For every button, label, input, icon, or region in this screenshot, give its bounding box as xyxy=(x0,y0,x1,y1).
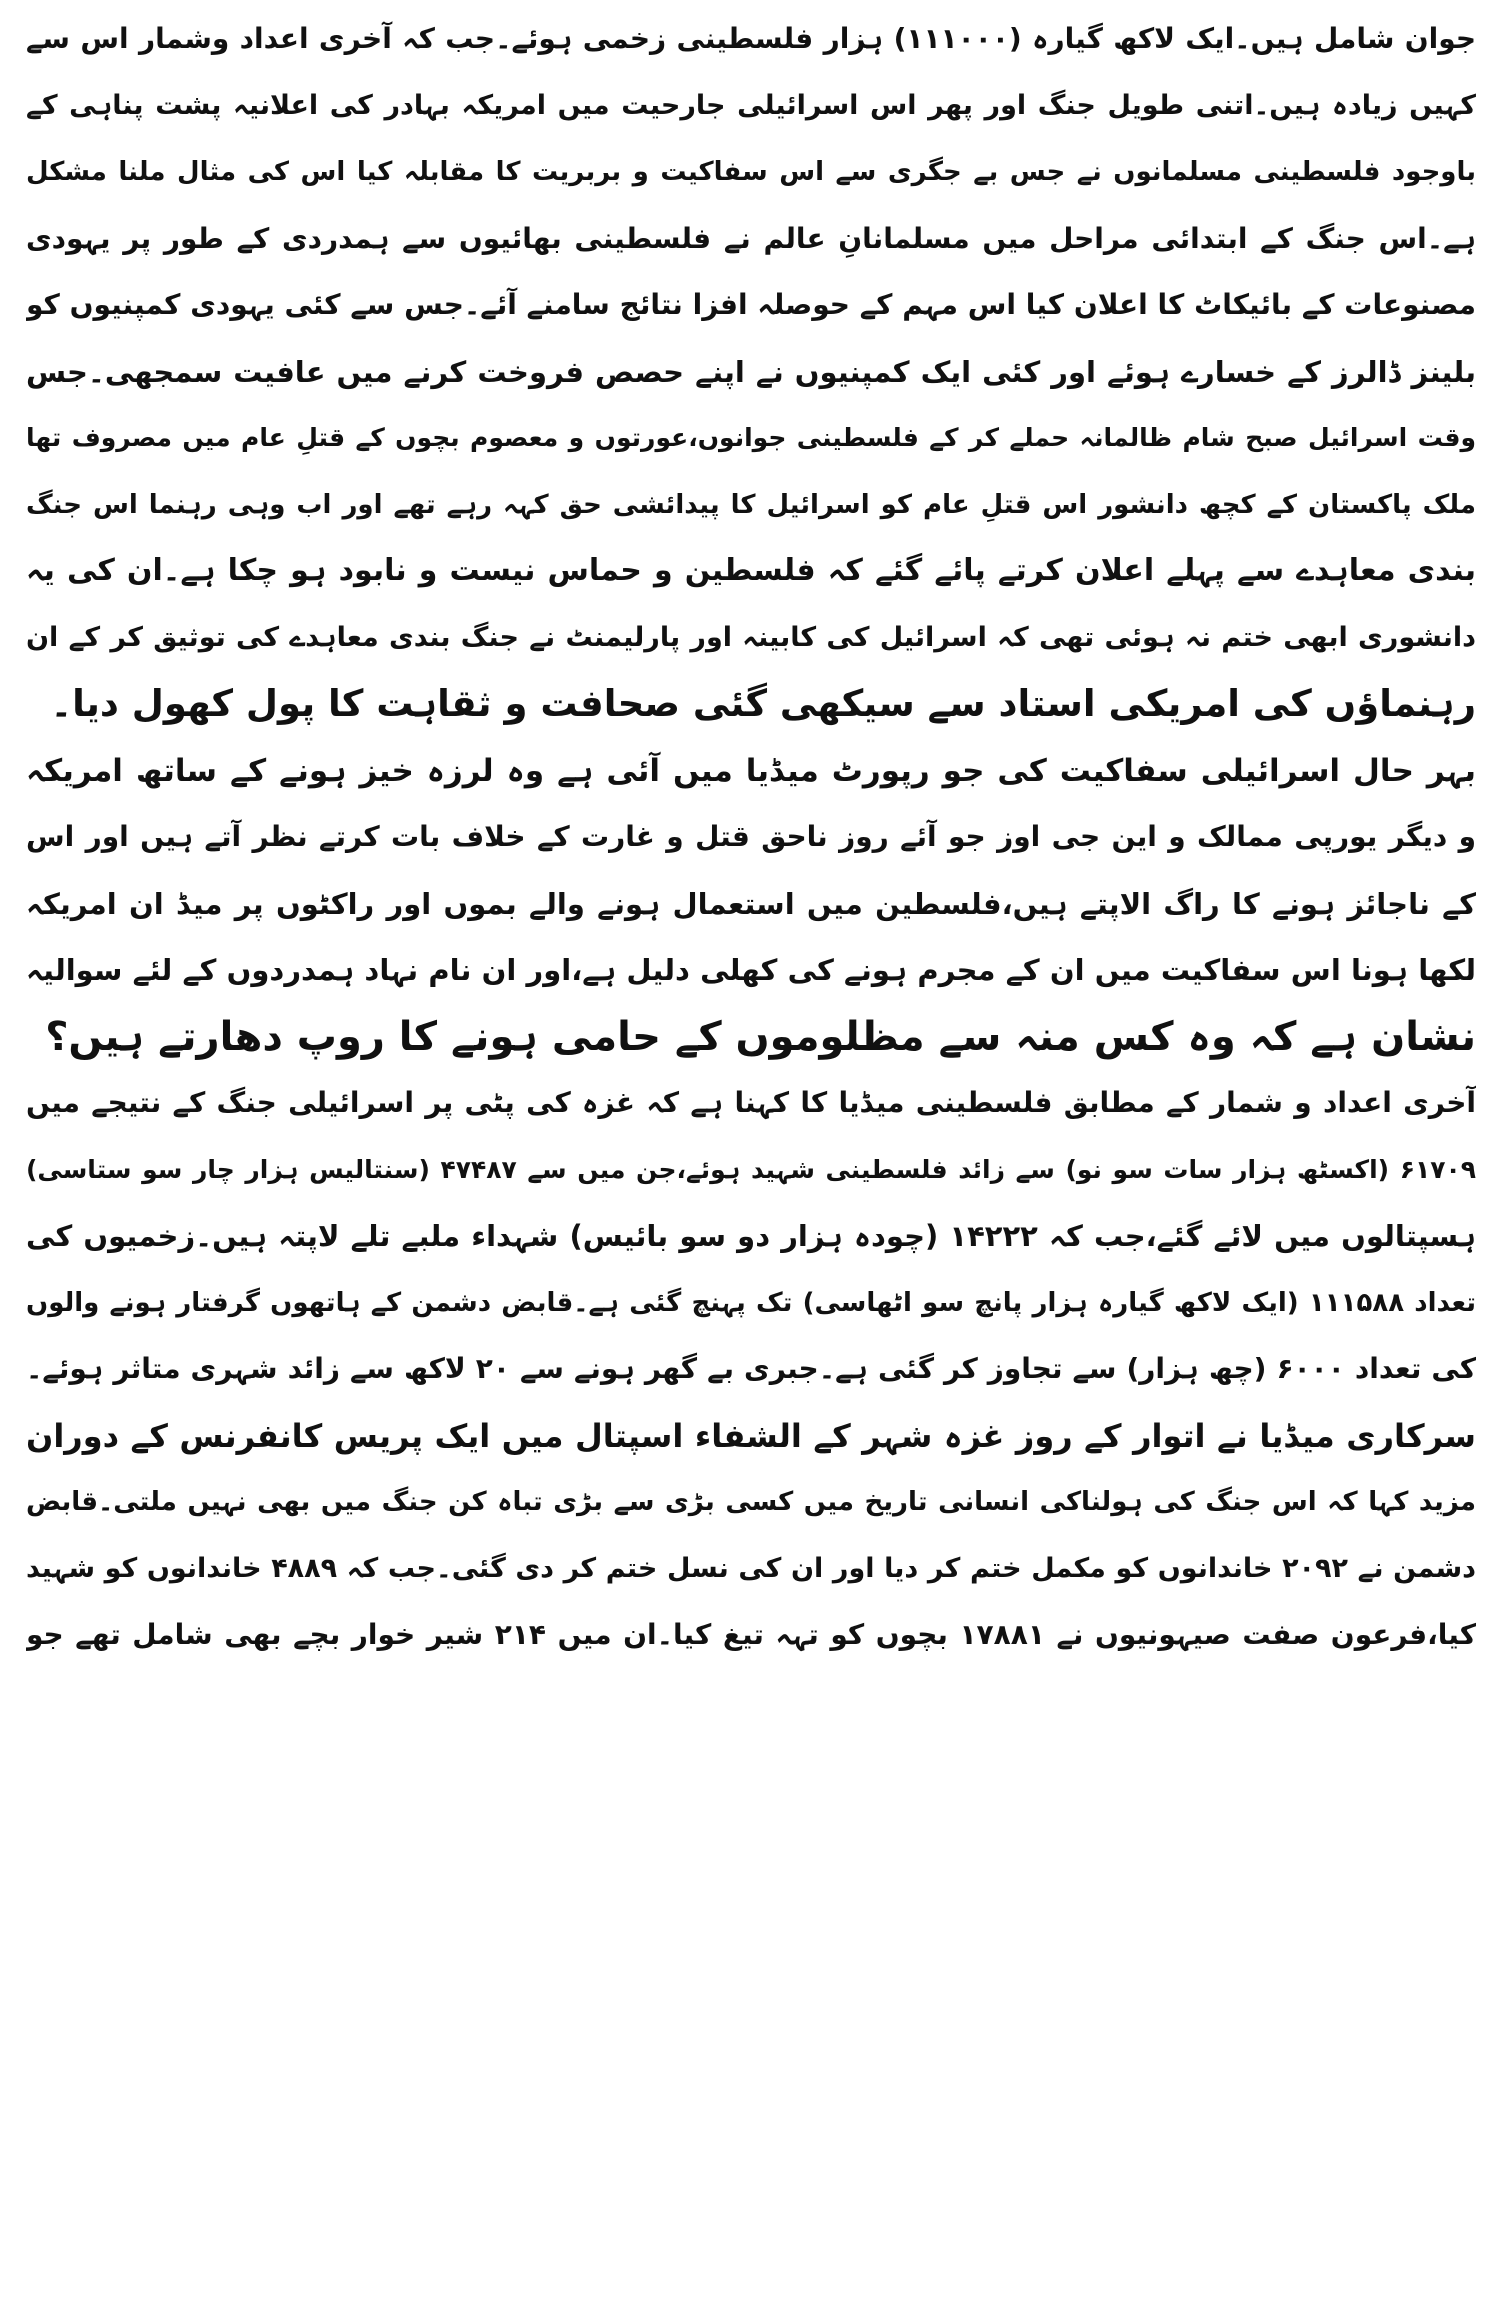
text-line: کیا،فرعون صفت صیہونیوں نے ۱۷۸۸۱ بچوں کو تہہ تیغ کیا۔ان میں ۲۱۴ شیر خوار بچے بھی شامل تھے جو xyxy=(26,1618,1476,1651)
text-line: بندی معاہدے سے پہلے اعلان کرتے پائے گئے کہ فلسطین و حماس نیست و نابود ہو چکا ہے۔ان کی یہ xyxy=(26,553,1476,588)
text-line: ملک پاکستان کے کچھ دانشور اس قتلِ عام کو اسرائیل کا پیدائشی حق کہہ رہے تھے اور اب وہی رہنما اس جنگ xyxy=(26,489,1476,520)
text-line: جوان شامل ہیں۔ایک لاکھ گیارہ (۱۱۱۰۰۰) ہزار فلسطینی زخمی ہوئے۔جب کہ آخری اعداد وشمار اس سے xyxy=(26,22,1476,55)
text-line: کے ناجائز ہونے کا راگ الاپتے ہیں،فلسطین میں استعمال ہونے والے بموں اور راکٹوں پر میڈ ان امریکہ xyxy=(26,886,1476,921)
text-line: باوجود فلسطینی مسلمانوں نے جس بے جگری سے اس سفاکیت و بربریت کا مقابلہ کیا اس کی مثال ملنا مشکل xyxy=(26,157,1476,187)
text-line: رہنماؤں کی امریکی استاد سے سیکھی گئی صحافت و ثقاہت کا پول کھول دیا۔ xyxy=(50,682,1476,725)
text-line: نشان ہے کہ وہ کس منہ سے مظلوموں کے حامی ہونے کا روپ دھارتے ہیں؟ xyxy=(45,1013,1476,1060)
text-line: دشمن نے ۲۰۹۲ خاندانوں کو مکمل ختم کر دیا اور ان کی نسل ختم کر دی گئی۔جب کہ ۴۸۸۹ خاندانوں کو شہید xyxy=(26,1552,1476,1584)
paragraph-2 xyxy=(26,738,1476,1071)
text-line: ہسپتالوں میں لائے گئے،جب کہ ۱۴۲۲۲ (چودہ ہزار دو سو بائیس) شہداء ملبے تلے لاپتہ ہیں۔زخمیوں کی xyxy=(26,1219,1476,1253)
text-line: وقت اسرائیل صبح شام ظالمانہ حملے کر کے فلسطینی جوانوں،عورتوں و معصوم بچوں کے قتلِ عام میں مصروف تھا xyxy=(26,423,1476,452)
text-line: کہیں زیادہ ہیں۔اتنی طویل جنگ اور پھر اس اسرائیلی جارحیت میں امریکہ بہادر کی اعلانیہ پشت پناہی کے xyxy=(26,89,1476,121)
text-line: کی تعداد ۶۰۰۰ (چھ ہزار) سے تجاوز کر گئی ہے۔جبری بے گھر ہونے سے ۲۰ لاکھ سے زائد شہری متاثر ہوئے۔ xyxy=(26,1352,1476,1385)
text-line: آخری اعداد و شمار کے مطابق فلسطینی میڈیا کا کہنا ہے کہ غزہ کی پٹی پر اسرائیلی جنگ کے نتیجے میں xyxy=(26,1086,1476,1119)
paragraph-3 xyxy=(26,1070,1476,1403)
text-line: لکھا ہونا اس سفاکیت میں ان کے مجرم ہونے کی کھلی دلیل ہے،اور ان نام نہاد ہمدردوں کے لئے سوالیہ xyxy=(26,953,1476,987)
text-line: تعداد ۱۱۱۵۸۸ (ایک لاکھ گیارہ ہزار پانچ سو اٹھاسی) تک پہنچ گئی ہے۔قابض دشمن کے ہاتھوں گرفتار ہونے والوں xyxy=(26,1287,1476,1318)
text-line: بلینز ڈالرز کے خسارے ہوئے اور کئی ایک کمپنیوں نے اپنے حصص فروخت کرنے میں عافیت سمجھی۔جس xyxy=(26,354,1476,389)
text-line: بہر حال اسرائیلی سفاکیت کی جو رپورٹ میڈیا میں آئی ہے وہ لرزہ خیز ہونے کے ساتھ امریکہ xyxy=(26,752,1476,789)
text-line: دانشوری ابھی ختم نہ ہوئی تھی کہ اسرائیل کی کابینہ اور پارلیمنٹ نے جنگ بندی معاہدے کی توثیق کر کے ان xyxy=(26,621,1476,653)
text-line: مصنوعات کے بائیکاٹ کا اعلان کیا اس مہم کے حوصلہ افزا نتائج سامنے آئے۔جس سے کئی یہودی کمپنیوں کو xyxy=(26,288,1476,321)
paragraph-1 xyxy=(26,6,1476,738)
text-line: ہے۔اس جنگ کے ابتدائی مراحل میں مسلمانانِ عالم نے فلسطینی بھائیوں سے ہمدردی کے طور پر یہودی xyxy=(26,221,1476,255)
text-line: ۶۱۷۰۹ (اکسٹھ ہزار سات سو نو) سے زائد فلسطینی شہید ہوئے،جن میں سے ۴۷۴۸۷ (سنتالیس ہزار چار سو ستاسی) xyxy=(26,1154,1476,1184)
text-line: سرکاری میڈیا نے اتوار کے روز غزہ شہر کے الشفاء اسپتال میں ایک پریس کانفرنس کے دوران xyxy=(26,1416,1476,1455)
paragraph-4 xyxy=(26,1403,1476,1669)
text-line: و دیگر یورپی ممالک و این جی اوز جو آئے روز ناحق قتل و غارت کے خلاف بات کرتے نظر آتے ہیں اور اس xyxy=(26,820,1476,853)
text-line: مزید کہا کہ اس جنگ کی ہولناکی انسانی تاریخ میں کسی بڑی سے بڑی تباہ کن جنگ میں بھی نہیں ملتی۔قابض xyxy=(26,1487,1476,1517)
